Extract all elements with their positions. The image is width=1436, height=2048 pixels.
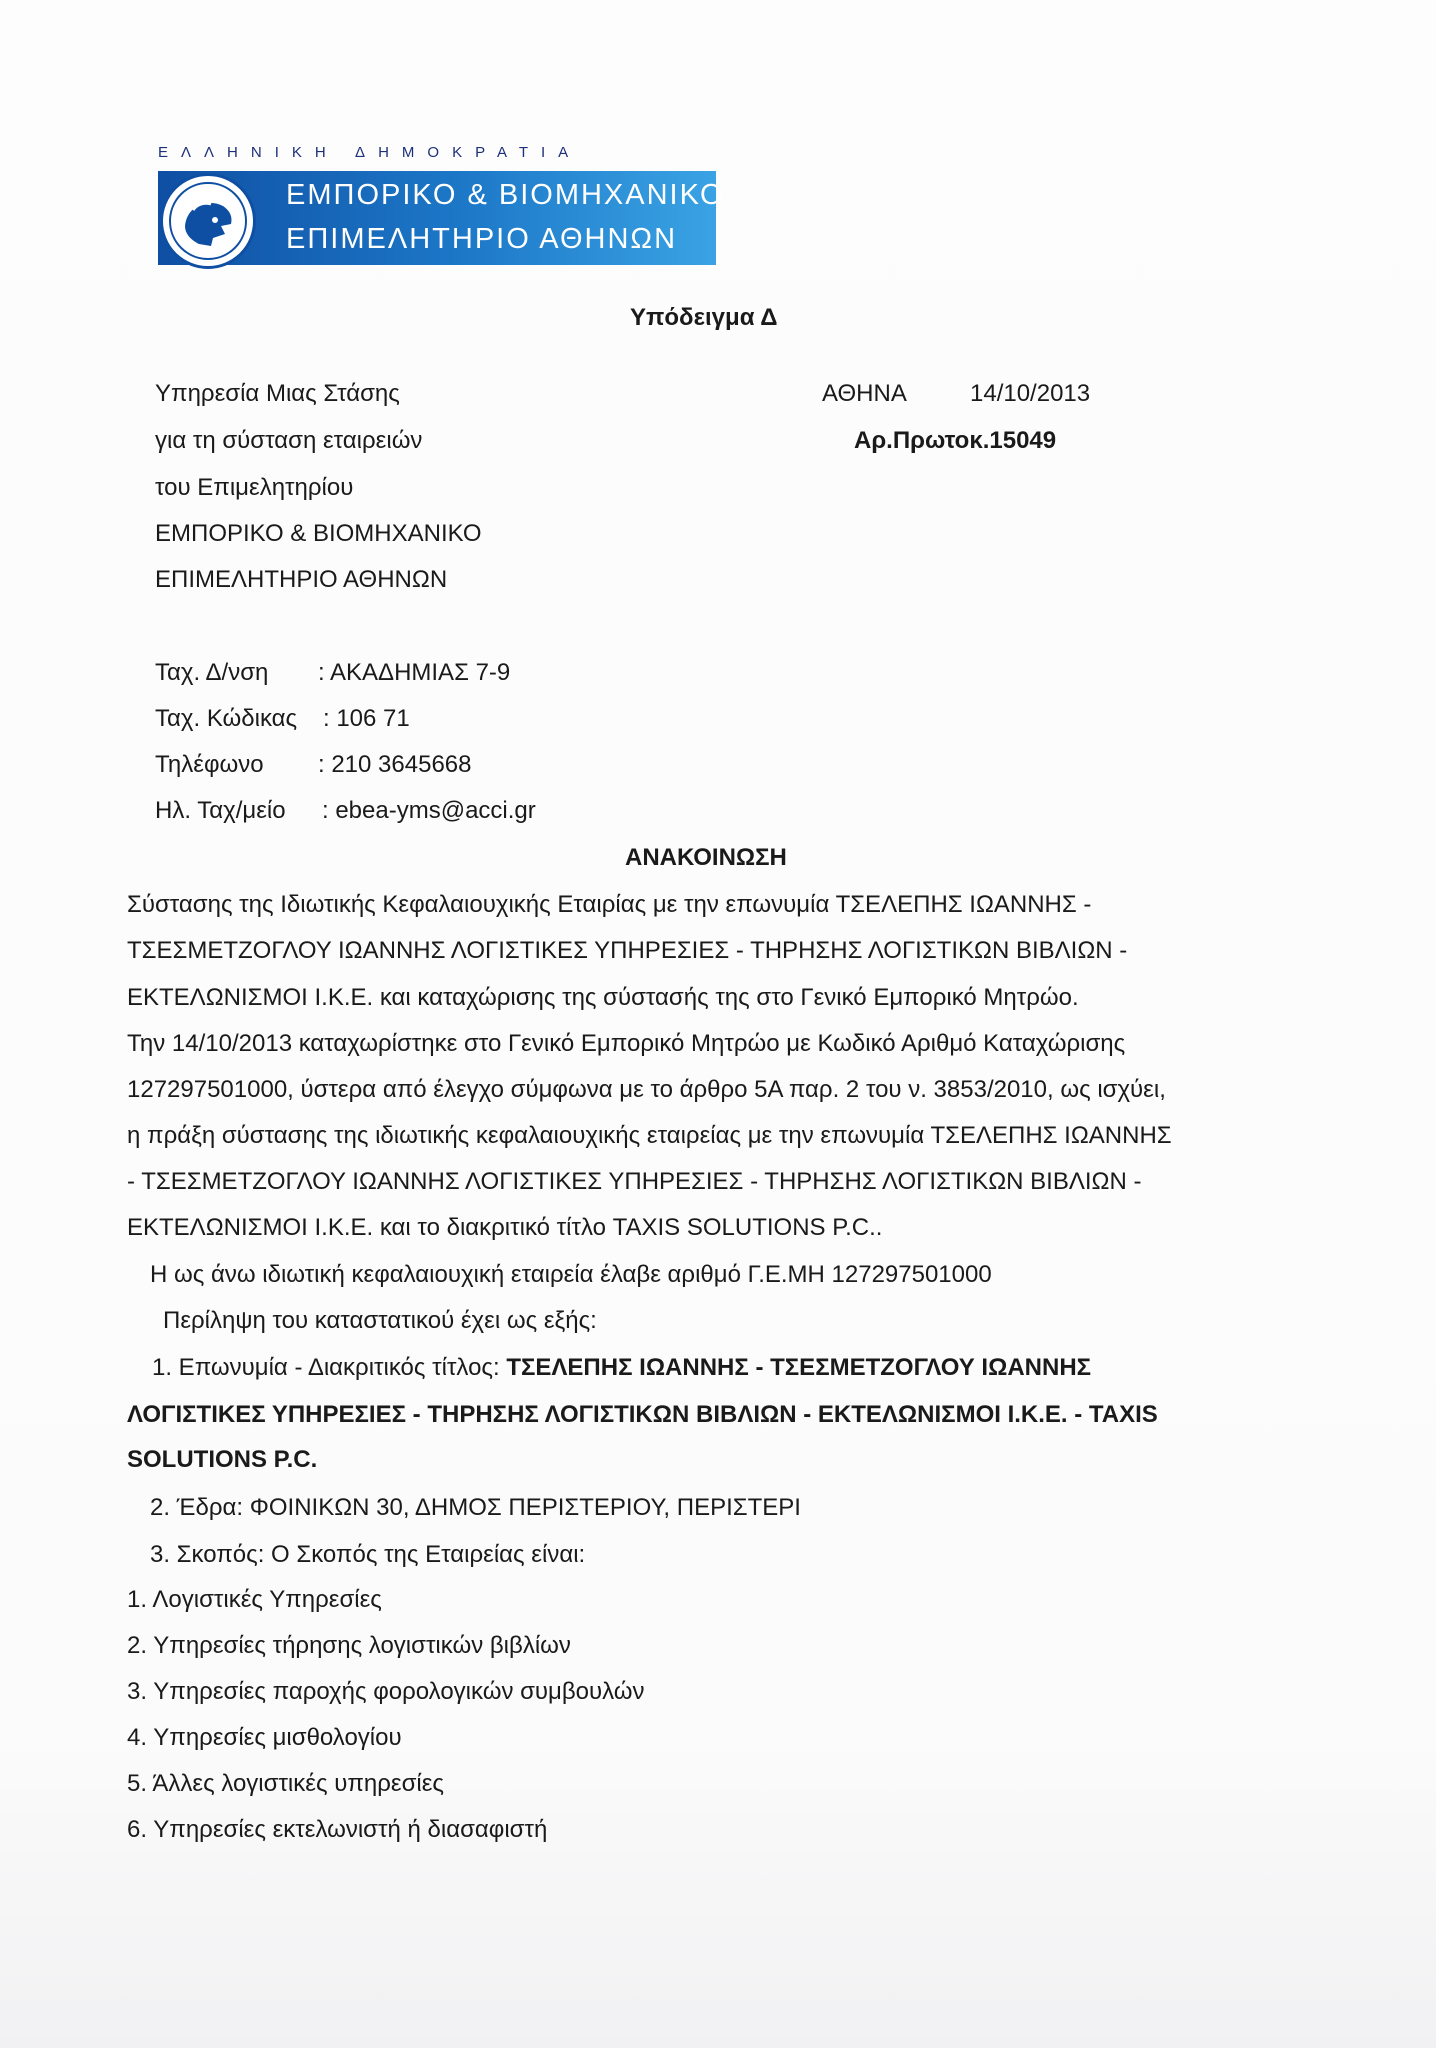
chamber-name-line2: ΕΠΙΜΕΛΗΤΗΡΙΟ ΑΘΗΝΩΝ [286, 223, 678, 255]
item-seat [150, 1493, 801, 1523]
body-line: 127297501000, ύστερα από έλεγχο σύμφωνα με το άρθρο 5Α παρ. 2 του ν. 3853/2010, ως ισχύει, [127, 1076, 1166, 1103]
company-name-continued: ΛΟΓΙΣΤΙΚΕΣ ΥΠΗΡΕΣΙΕΣ - ΤΗΡΗΣΗΣ ΛΟΓΙΣΤΙΚΩΝ ΒΙΒΛΙΩΝ - ΕΚΤΕΛΩΝΙΣΜΟΙ Ι.Κ.Ε. - TAXIS [127, 1401, 1158, 1428]
body-line: - ΤΣΕΣΜΕΤΖΟΓΛΟΥ ΙΩΑΝΝΗΣ ΛΟΓΙΣΤΙΚΕΣ ΥΠΗΡΕΣΙΕΣ - ΤΗΡΗΣΗΣ ΛΟΓΙΣΤΙΚΩΝ ΒΙΒΛΙΩΝ - [127, 1168, 1142, 1195]
body-line: Περίληψη του καταστατικού έχει ως εξής: [163, 1307, 597, 1334]
republic-title: ΕΛΛΗΝΙΚΗ ΔΗΜΟΚΡΑΤΙΑ [158, 144, 582, 161]
contact-label: Τηλέφωνο [155, 751, 264, 778]
item-company-name [152, 1353, 1091, 1383]
body-line: Σύστασης της Ιδιωτικής Κεφαλαιουχικής Εταιρίας με την επωνυμία ΤΣΕΛΕΠΗΣ ΙΩΑΝΝΗΣ - [127, 891, 1092, 918]
hermes-seal-icon [160, 173, 256, 269]
body-line: ΕΚΤΕΛΩΝΙΣΜΟΙ Ι.Κ.Ε. και το διακριτικό τίτλο TAXIS SOLUTIONS P.C.. [127, 1214, 883, 1241]
letterhead [158, 144, 725, 265]
purpose-item: 1. Λογιστικές Υπηρεσίες [127, 1586, 382, 1613]
contact-value: : 210 3645668 [318, 751, 472, 778]
body-line: η πράξη σύστασης της ιδιωτικής κεφαλαιουχικής εταιρείας με την επωνυμία ΤΣΕΛΕΠΗΣ ΙΩΑΝΝΗΣ [127, 1122, 1172, 1149]
company-name-continued: SOLUTIONS P.C. [127, 1446, 318, 1473]
sender-line: για τη σύσταση εταιρειών [155, 427, 423, 454]
sender-line: Υπηρεσία Μιας Στάσης [155, 380, 400, 407]
body-line: Την 14/10/2013 καταχωρίστηκε στο Γενικό Εμπορικό Μητρώο με Κωδικό Αριθμό Καταχώρισης [127, 1030, 1126, 1057]
chamber-banner [158, 171, 725, 265]
body-line: Η ως άνω ιδιωτική κεφαλαιουχική εταιρεία έλαβε αριθμό Γ.Ε.ΜΗ 127297501000 [150, 1261, 992, 1288]
sender-line: ΕΜΠΟΡΙΚΟ & ΒΙΟΜΗΧΑΝΙΚΟ [155, 520, 482, 547]
chamber-name-line1: ΕΜΠΟΡΙΚΟ & ΒΙΟΜΗΧΑΝΙΚΟ [286, 179, 725, 211]
contact-label: Ηλ. Ταχ/μείο [155, 797, 286, 824]
purpose-item: 3. Υπηρεσίες παροχής φορολογικών συμβουλών [127, 1678, 645, 1705]
item-purpose: 3. Σκοπός: Ο Σκοπός της Εταιρείας είναι: [150, 1541, 586, 1568]
purpose-item: 5. Άλλες λογιστικές υπηρεσίες [127, 1770, 444, 1797]
purpose-item: 2. Υπηρεσίες τήρησης λογιστικών βιβλίων [127, 1632, 571, 1659]
item-label: 1. Επωνυμία - Διακριτικός τίτλος: [152, 1354, 507, 1381]
form-title: Υπόδειγμα Δ [630, 304, 778, 331]
announcement-title: ΑΝΑΚΟΙΝΩΣΗ [625, 844, 787, 871]
sender-line: ΕΠΙΜΕΛΗΤΗΡΙΟ ΑΘΗΝΩΝ [155, 566, 448, 593]
item-label: 2. Έδρα: [150, 1494, 250, 1521]
place: ΑΘΗΝΑ [822, 380, 907, 407]
purpose-item: 6. Υπηρεσίες εκτελωνιστή ή διασαφιστή [127, 1816, 548, 1843]
contact-email: : ebea-yms@acci.gr [322, 797, 536, 824]
seat-value: ΦΟΙΝΙΚΩΝ 30, ΔΗΜΟΣ ΠΕΡΙΣΤΕΡΙΟΥ, ΠΕΡΙΣΤΕΡΙ [249, 1494, 801, 1521]
date: 14/10/2013 [970, 380, 1091, 407]
purpose-item: 4. Υπηρεσίες μισθολογίου [127, 1724, 402, 1751]
contact-label: Ταχ. Δ/νση [155, 659, 269, 686]
contact-value: : 106 71 [323, 705, 410, 732]
sender-line: του Επιμελητηρίου [155, 474, 354, 501]
company-name: ΤΣΕΛΕΠΗΣ ΙΩΑΝΝΗΣ - ΤΣΕΣΜΕΤΖΟΓΛΟΥ ΙΩΑΝΝΗΣ [506, 1354, 1092, 1381]
contact-value: : ΑΚΑΔΗΜΙΑΣ 7-9 [318, 659, 511, 686]
body-line: ΕΚΤΕΛΩΝΙΣΜΟΙ Ι.Κ.Ε. και καταχώρισης της σύστασής της στο Γενικό Εμπορικό Μητρώο. [127, 984, 1079, 1011]
contact-label: Ταχ. Κώδικας [155, 705, 298, 732]
body-line: ΤΣΕΣΜΕΤΖΟΓΛΟΥ ΙΩΑΝΝΗΣ ΛΟΓΙΣΤΙΚΕΣ ΥΠΗΡΕΣΙΕΣ - ΤΗΡΗΣΗΣ ΛΟΓΙΣΤΙΚΩΝ ΒΙΒΛΙΩΝ - [127, 937, 1128, 964]
protocol-number: Αρ.Πρωτοκ.15049 [854, 427, 1057, 454]
